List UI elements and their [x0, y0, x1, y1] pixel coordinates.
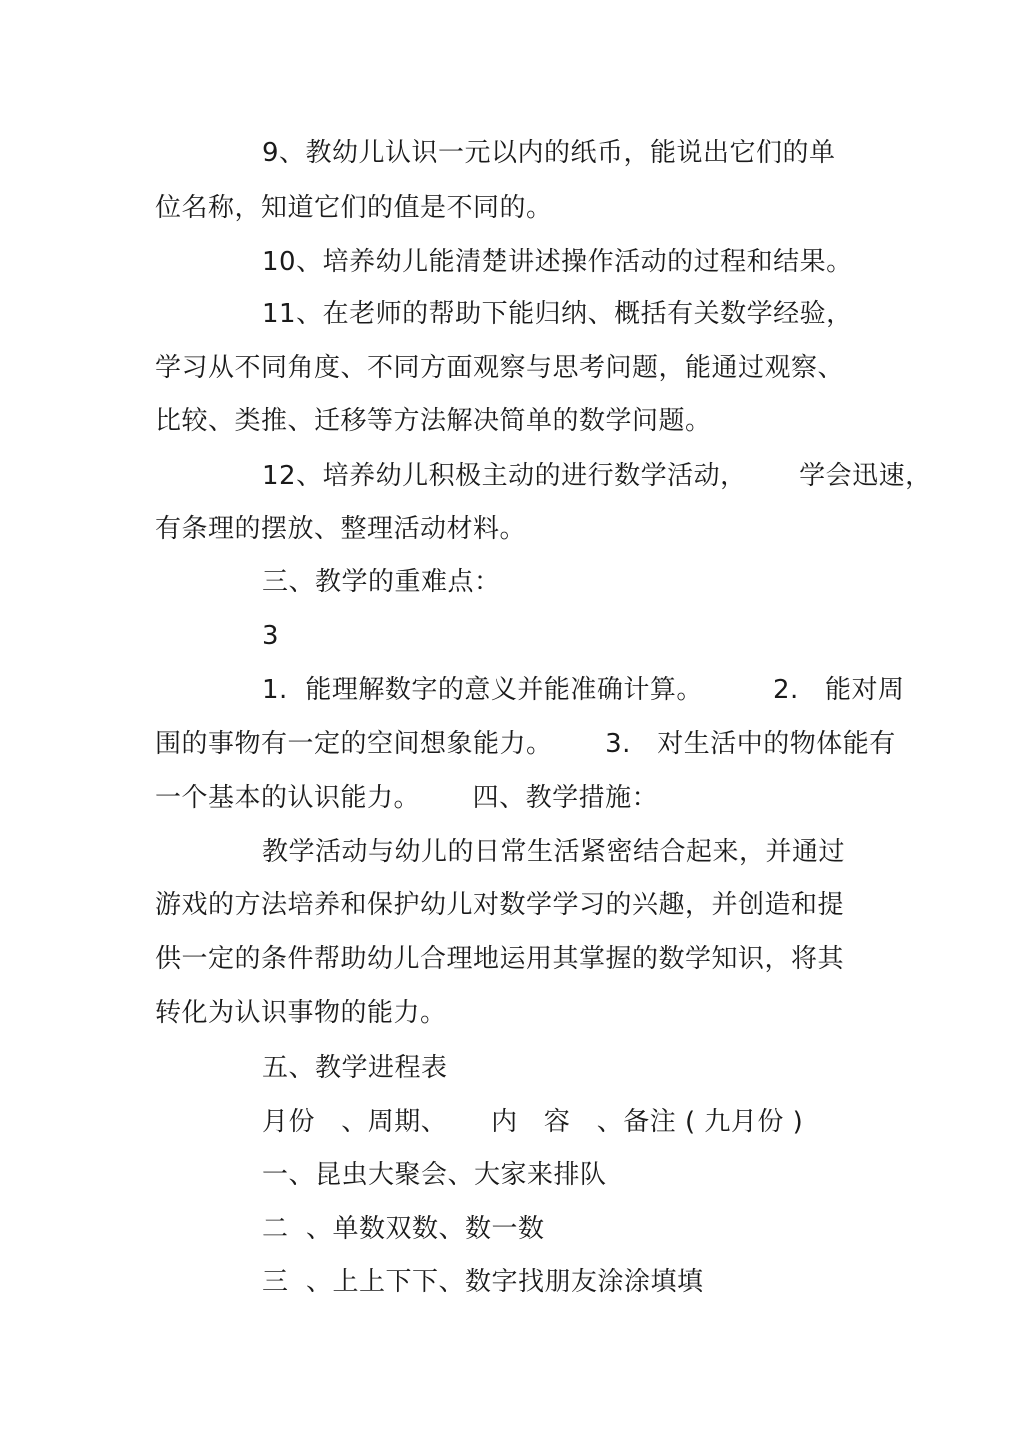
text-line: 转化为认识事物的能力。: [155, 998, 447, 1028]
text-line: 10、培养幼儿能清楚讲述操作活动的过程和结果。: [262, 247, 853, 277]
text-line: 有条理的摆放、整理活动材料。: [155, 514, 527, 544]
section-heading: 三、教学的重难点：: [262, 567, 501, 597]
text-line: 1. 能理解数字的意义并能准确计算。 2. 能对周: [262, 675, 905, 705]
text-line: 学习从不同角度、不同方面观察与思考问题，能通过观察、: [155, 353, 845, 383]
schedule-row: 三 、上上下下、数字找朋友涂涂填填: [262, 1267, 704, 1297]
text-line: 游戏的方法培养和保护幼儿对数学学习的兴趣，并创造和提: [155, 890, 845, 920]
schedule-row: 二 、单数双数、数一数: [262, 1214, 545, 1244]
text-line: 供一定的条件帮助幼儿合理地运用其掌握的数学知识，将其: [155, 944, 845, 974]
text-line: 一个基本的认识能力。 四、教学措施：: [155, 783, 659, 813]
text-line: 12、培养幼儿积极主动的进行数学活动， 学会迅速，: [262, 461, 932, 491]
text-line: 围的事物有一定的空间想象能力。 3. 对生活中的物体能有: [155, 729, 896, 759]
schedule-row: 一、昆虫大聚会、大家来排队: [262, 1160, 607, 1190]
table-header-line: 月份 、周期、 内 容 、备注 ( 九月份 ): [262, 1107, 804, 1137]
text-line: 教学活动与幼儿的日常生活紧密结合起来，并通过: [262, 837, 846, 867]
text-line: 位名称，知道它们的值是不同的。: [155, 193, 553, 223]
text-line: 3: [262, 621, 280, 651]
text-line: 11、在老师的帮助下能归纳、概括有关数学经验，: [262, 299, 853, 329]
section-heading: 五、教学进程表: [262, 1053, 448, 1083]
text-line: 比较、类推、迁移等方法解决简单的数学问题。: [155, 406, 712, 436]
text-line: 9、教幼儿认识一元以内的纸币，能说出它们的单: [262, 138, 836, 168]
